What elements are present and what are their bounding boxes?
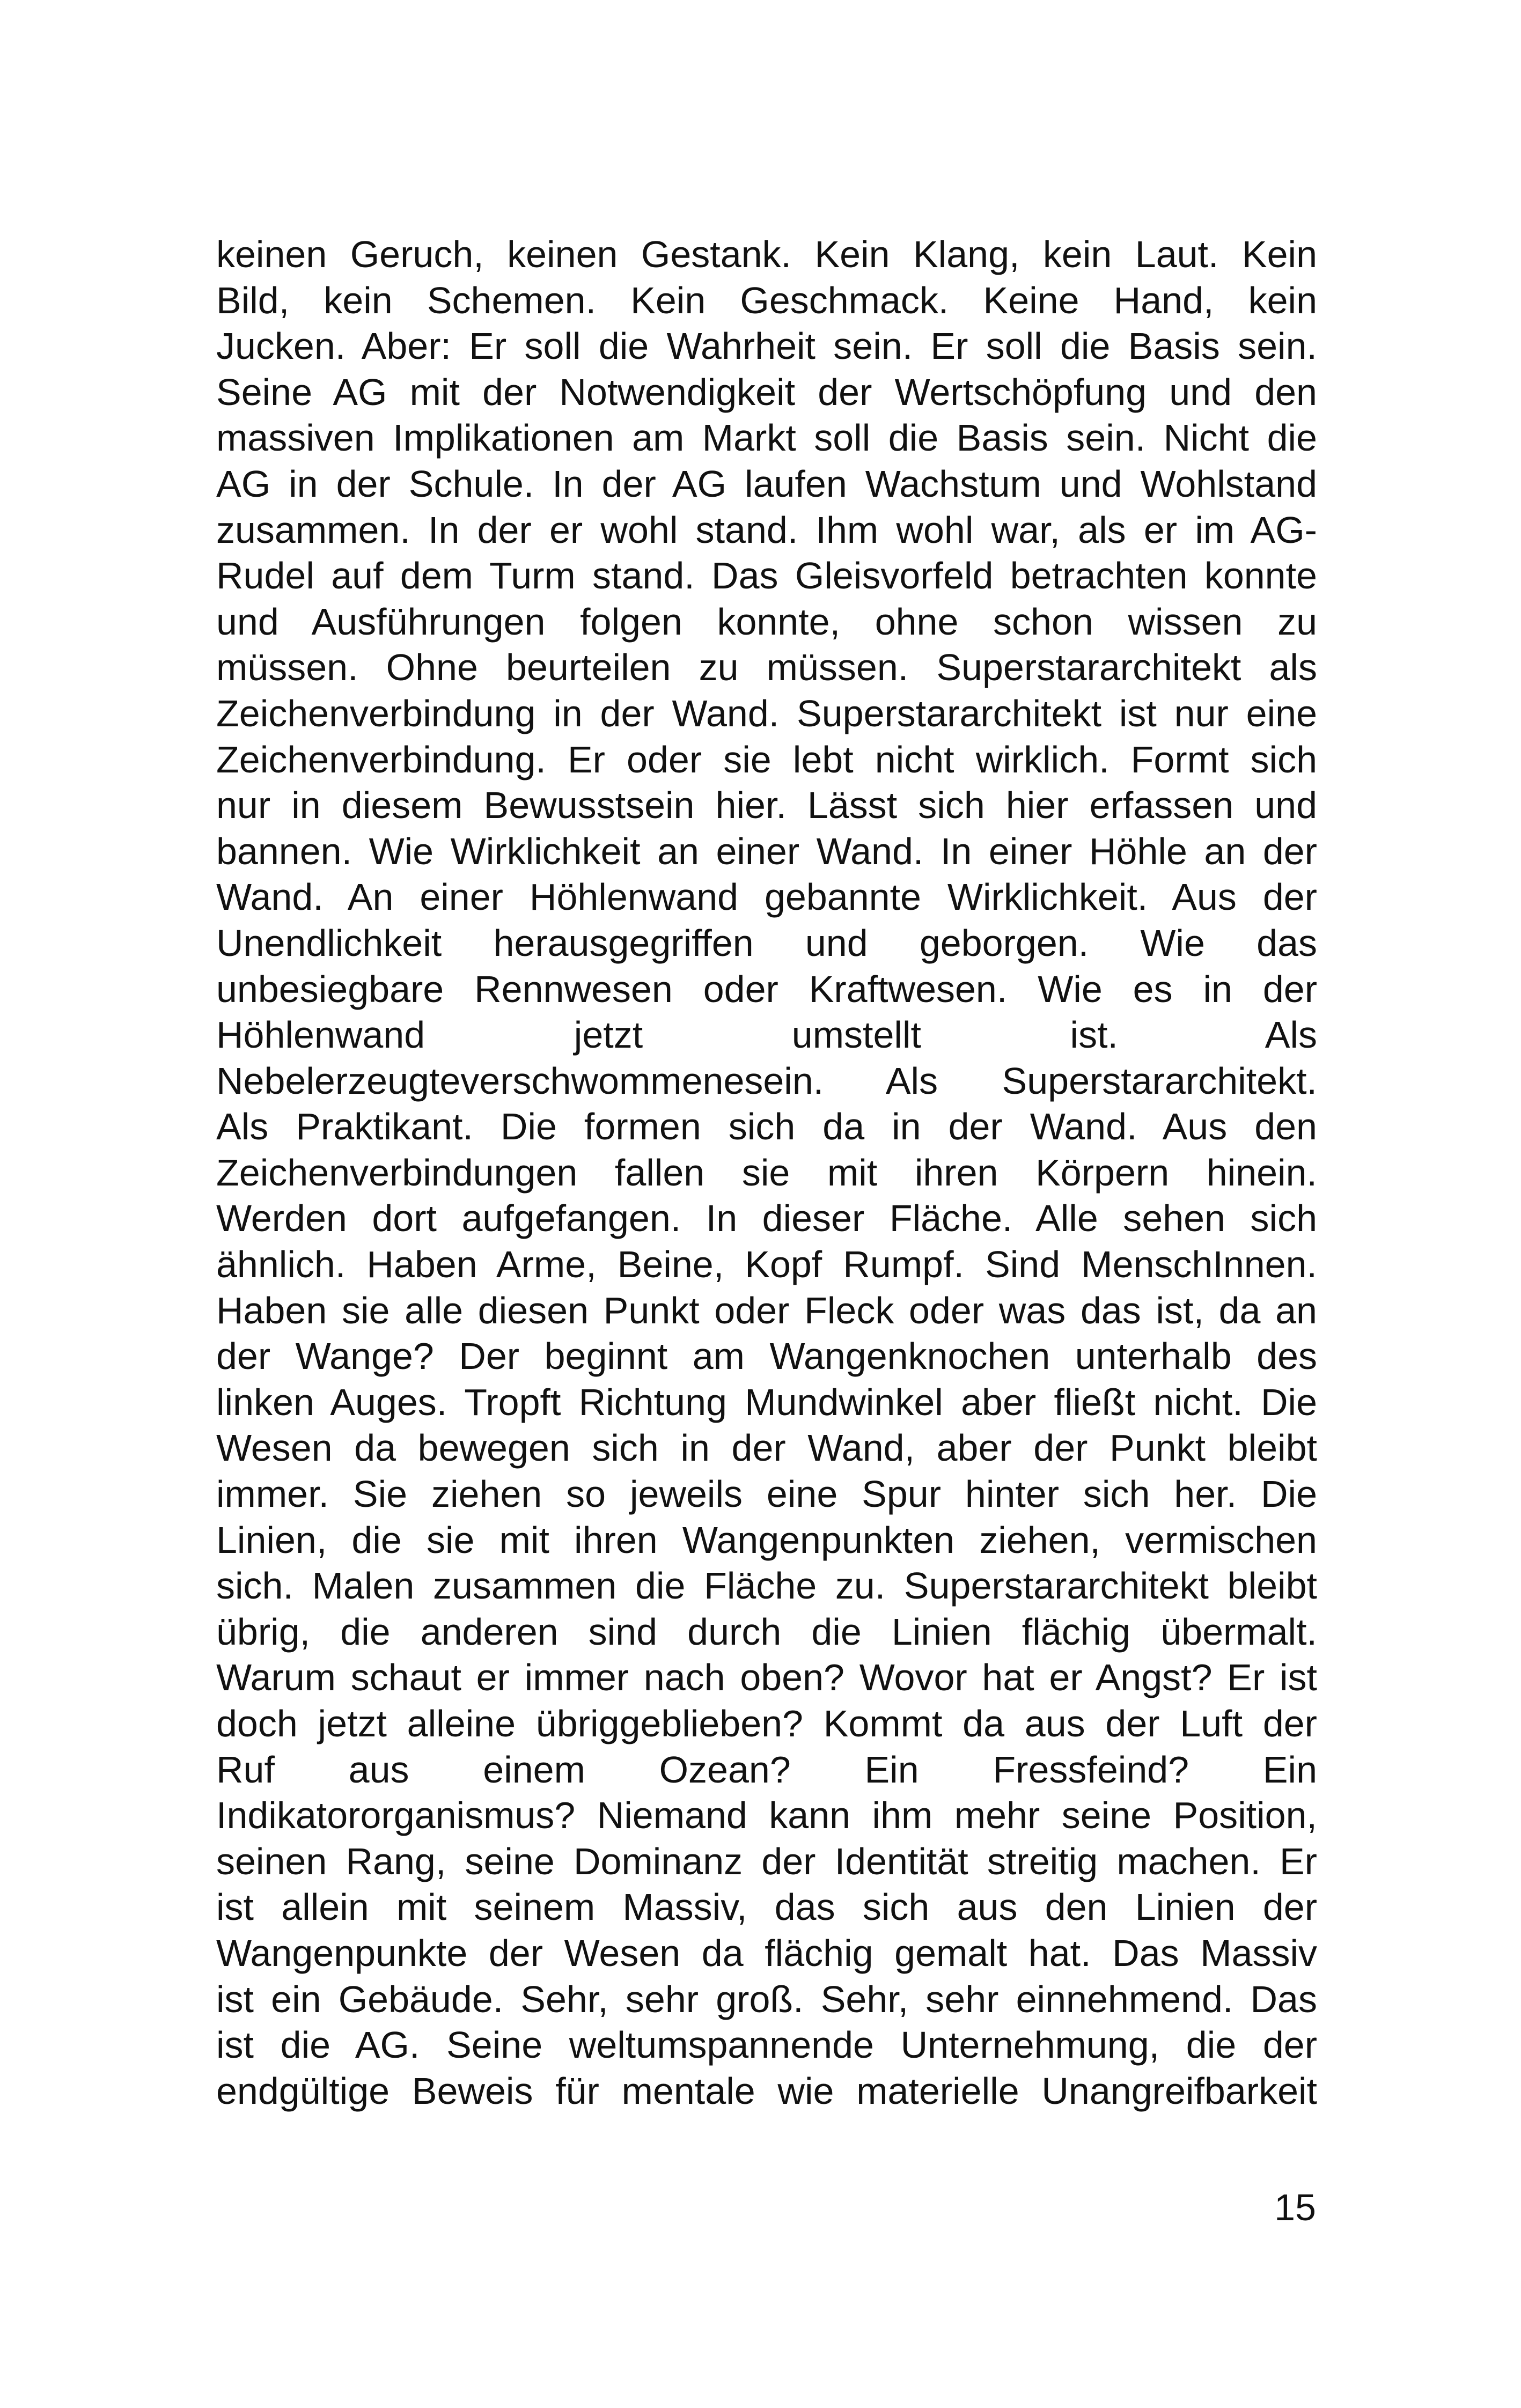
text-line: unbesiegbare Rennwesen oder Kraftwesen. Wie es in der — [216, 968, 1317, 1010]
text-line: ist ein Gebäude. Sehr, sehr groß. Sehr, sehr einnehmend. Das — [216, 1978, 1317, 2020]
text-line: Jucken. Aber: Er soll die Wahrheit sein. Er soll die Basis sein. — [216, 325, 1317, 367]
text-line: Bild, kein Schemen. Kein Geschmack. Keine Hand, kein — [216, 279, 1317, 321]
text-line: Wand. An einer Höhlenwand gebannte Wirklichkeit. Aus der — [216, 876, 1317, 918]
text-line: Indikatororganismus? Niemand kann ihm mehr seine Position, — [216, 1794, 1317, 1837]
text-line: ähnlich. Haben Arme, Beine, Kopf Rumpf. Sind MenschInnen. — [216, 1243, 1317, 1286]
text-line: Werden dort aufgefangen. In dieser Fläche. Alle sehen sich — [216, 1197, 1317, 1240]
text-line: ist die AG. Seine weltumspannende Unternehmung, die der — [216, 2024, 1317, 2066]
text-line: sich. Malen zusammen die Fläche zu. Superstararchitekt bleibt — [216, 1565, 1317, 1607]
text-line: linken Auges. Tropft Richtung Mundwinkel aber fließt nicht. Die — [216, 1381, 1317, 1423]
text-line: immer. Sie ziehen so jeweils eine Spur hinter sich her. Die — [216, 1473, 1317, 1515]
text-line: und Ausführungen folgen konnte, ohne schon wissen zu — [216, 600, 1317, 643]
text-line: Linien, die sie mit ihren Wangenpunkten ziehen, vermischen — [216, 1519, 1317, 1561]
text-line: AG in der Schule. In der AG laufen Wachstum und Wohlstand — [216, 462, 1317, 505]
text-line: keinen Geruch, keinen Gestank. Kein Klang, kein Laut. Kein — [216, 233, 1317, 275]
text-line: Haben sie alle diesen Punkt oder Fleck oder was das ist, da an — [216, 1289, 1317, 1331]
text-line: Nebelerzeugteverschwommenesein. Als Superstararchitekt. — [216, 1059, 1317, 1102]
text-line: Unendlichkeit herausgegriffen und geborgen. Wie das — [216, 922, 1317, 964]
text-line: Wangenpunkte der Wesen da flächig gemalt hat. Das Massiv — [216, 1932, 1317, 1974]
text-line: Ruf aus einem Ozean? Ein Fressfeind? Ein — [216, 1748, 1317, 1791]
page-number: 15 — [1274, 2186, 1316, 2228]
text-line: übrig, die anderen sind durch die Linien flächig übermalt. — [216, 1610, 1317, 1653]
text-line: der Wange? Der beginnt am Wangenknochen unterhalb des — [216, 1335, 1317, 1378]
text-line: ist allein mit seinem Massiv, das sich aus den Linien der — [216, 1886, 1317, 1928]
text-line: Rudel auf dem Turm stand. Das Gleisvorfeld betrachten konnte — [216, 555, 1317, 597]
text-line: massiven Implikationen am Markt soll die Basis sein. Nicht die — [216, 417, 1317, 459]
text-line: Als Praktikant. Die formen sich da in der Wand. Aus den — [216, 1106, 1317, 1148]
text-line: seinen Rang, seine Dominanz der Identität streitig machen. Er — [216, 1840, 1317, 1882]
body-text — [216, 232, 1317, 2114]
text-line: Seine AG mit der Notwendigkeit der Wertschöpfung und den — [216, 371, 1317, 413]
text-line: Warum schaut er immer nach oben? Wovor hat er Angst? Er ist — [216, 1656, 1317, 1699]
text-line: Höhlenwand jetzt umstellt ist. Als — [216, 1014, 1317, 1056]
text-line: Zeichenverbindungen fallen sie mit ihren Körpern hinein. — [216, 1151, 1317, 1194]
text-line: zusammen. In der er wohl stand. Ihm wohl war, als er im AG- — [216, 509, 1317, 551]
text-line: müssen. Ohne beurteilen zu müssen. Superstararchitekt als — [216, 646, 1317, 689]
text-line: Zeichenverbindung in der Wand. Superstararchitekt ist nur eine — [216, 692, 1317, 734]
text-line: Wesen da bewegen sich in der Wand, aber der Punkt bleibt — [216, 1427, 1317, 1469]
text-line: endgültige Beweis für mentale wie materielle Unangreifbarkeit — [216, 2070, 1317, 2112]
text-line: Zeichenverbindung. Er oder sie lebt nicht wirklich. Formt sich — [216, 738, 1317, 780]
text-line: bannen. Wie Wirklichkeit an einer Wand. In einer Höhle an der — [216, 830, 1317, 872]
text-line: doch jetzt alleine übriggeblieben? Kommt da aus der Luft der — [216, 1703, 1317, 1744]
text-line: nur in diesem Bewusstsein hier. Lässt sich hier erfassen und — [216, 784, 1317, 827]
